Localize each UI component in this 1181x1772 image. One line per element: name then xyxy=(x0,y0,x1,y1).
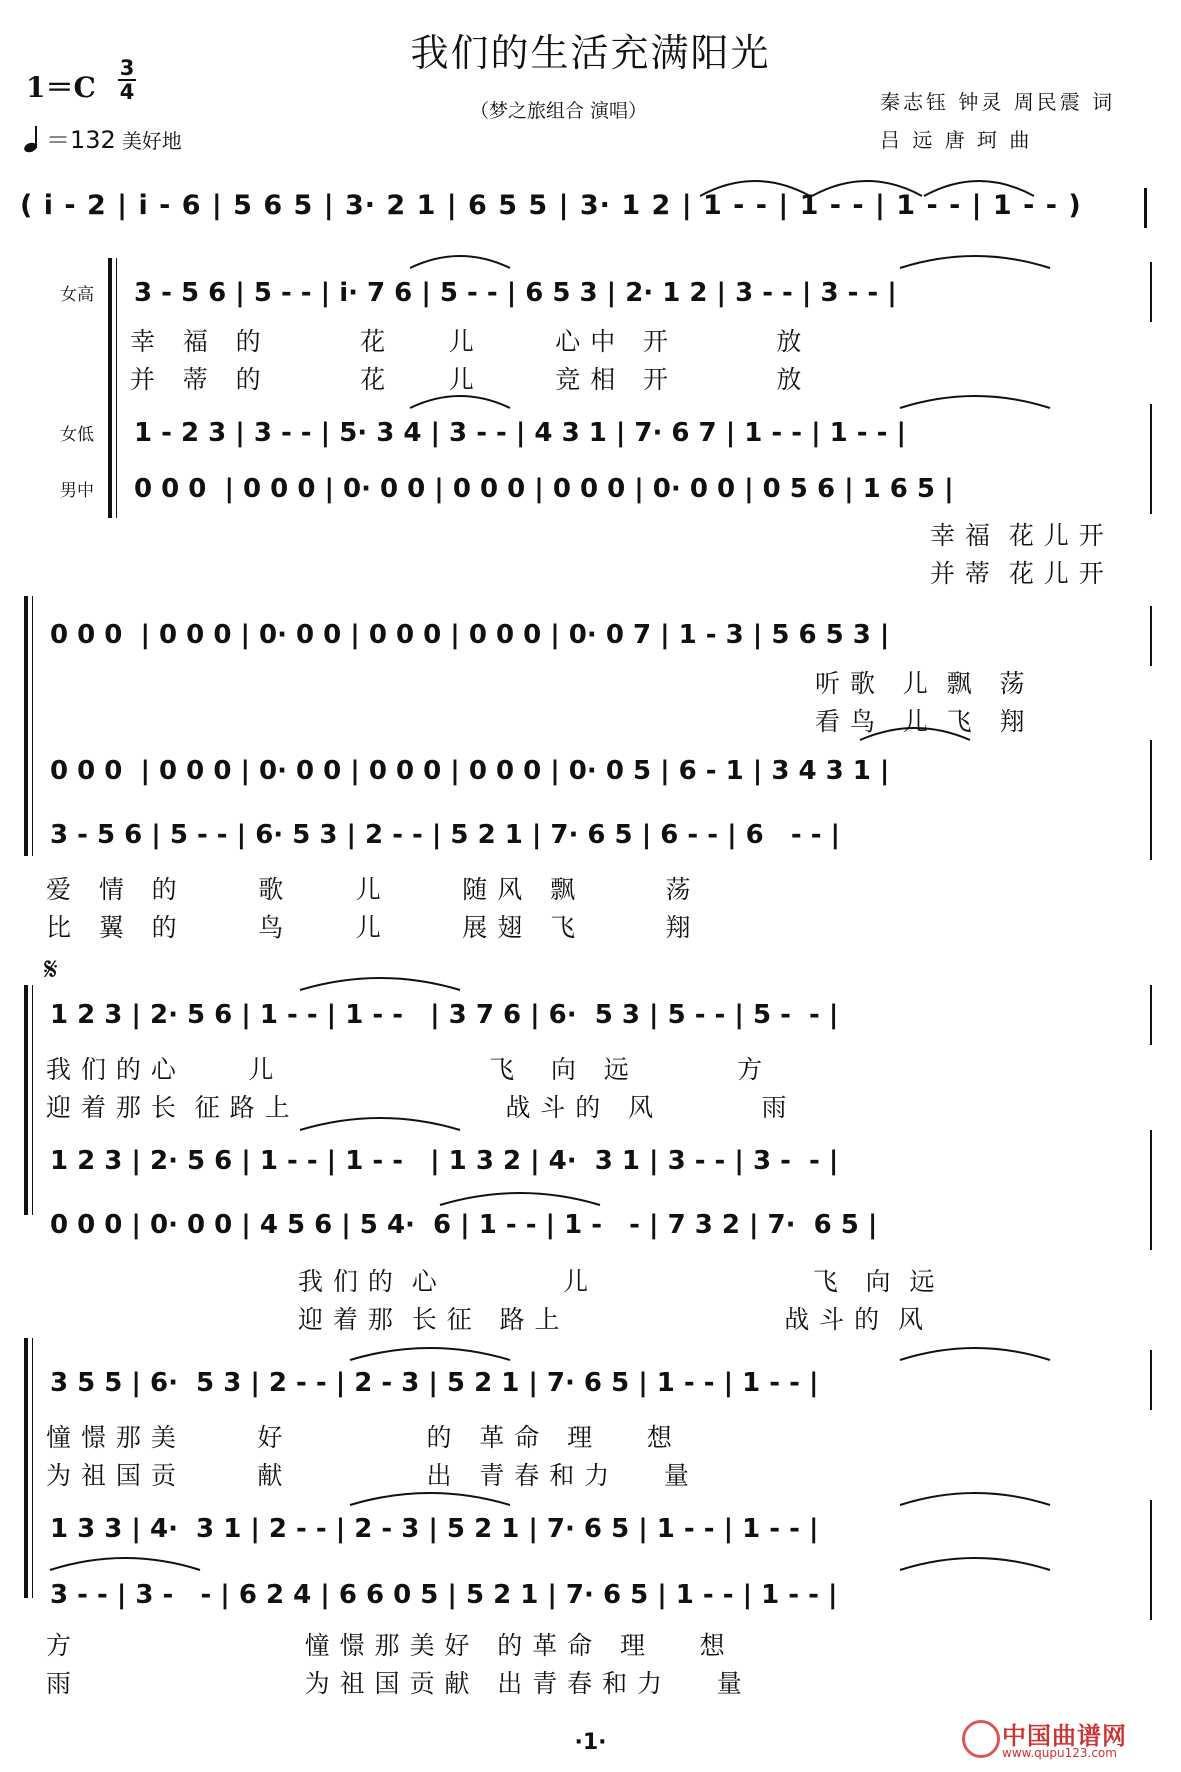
lyric-line: 比 翼 的 鸟 儿 展 翅 飞 翔 xyxy=(46,913,692,942)
lyric-line: 迎 着 那 长 征 路 上 战 斗 的 风 xyxy=(298,1305,924,1334)
tempo-expression: 美好地 xyxy=(121,129,182,153)
system-line xyxy=(32,596,33,856)
system-bracket xyxy=(108,258,112,518)
alto-notes: 1 - 2 3 | 3 - - | 5· 3 4 | 3 - - | 4 3 1 | 7· 6 7 | 1 - - | 1 - - | xyxy=(134,418,906,448)
tenor-notes: 3 - 5 6 | 5 - - | 6· 5 3 | 2 - - | 5 2 1 | 7· 6 5 | 6 - - | 6 - - | xyxy=(50,820,841,850)
alto-notes: 0 0 0 | 0 0 0 | 0· 0 0 | 0 0 0 | 0 0 0 | 0· 0 5 | 6 - 1 | 3 4 3 1 | xyxy=(50,756,890,786)
lyric-line: 雨 为 祖 国 贡 献 出 青 春 和 力 量 xyxy=(46,1669,743,1698)
lyric-line: 幸 福 花 儿 开 xyxy=(930,521,1105,550)
system-bracket xyxy=(24,985,28,1215)
time-signature-bottom: 4 xyxy=(119,80,135,104)
system-bracket xyxy=(24,1338,28,1598)
lyric-line: 我 们 的 心 儿 飞 向 远 方 xyxy=(46,1055,764,1084)
lyric-line: 方 憧 憬 那 美 好 的 革 命 理 想 xyxy=(46,1631,726,1660)
time-signature xyxy=(118,58,136,102)
tenor-notes: 0 0 0 | 0· 0 0 | 4 5 6 | 5 4· 6 | 1 - - | 1 - - | 7 3 2 | 7· 6 5 | xyxy=(50,1210,878,1240)
bar-line xyxy=(1150,740,1152,860)
lyric-line: 憧 憬 那 美 好 的 革 命 理 想 xyxy=(46,1423,673,1452)
key-signature: 1＝C xyxy=(26,71,96,104)
system-line xyxy=(32,1338,33,1598)
part-label-soprano: 女高 xyxy=(60,285,94,305)
composer-credit: 吕 远 唐 珂 曲 xyxy=(880,128,1033,152)
system-bracket xyxy=(24,596,28,856)
lyric-line: 爱 情 的 歌 儿 随 风 飘 荡 xyxy=(46,875,692,904)
lyric-line: 我 们 的 心 儿 飞 向 远 xyxy=(298,1267,936,1296)
lyric-line: 并 蒂 的 花 儿 竞 相 开 放 xyxy=(130,365,803,394)
bar-line xyxy=(1150,1350,1152,1410)
part-label-tenor: 男中 xyxy=(60,481,94,501)
song-title: 我们的生活充满阳光 xyxy=(410,31,771,75)
lyric-line: 看 鸟 儿 飞 翔 xyxy=(815,707,1026,736)
soprano-notes: 3 5 5 | 6· 5 3 | 2 - - | 2 - 3 | 5 2 1 | 7· 6 5 | 1 - - | 1 - - | xyxy=(50,1368,819,1398)
bar-line xyxy=(1150,1500,1152,1620)
segno-sign: 𝄋 xyxy=(44,950,58,988)
quarter-note-icon xyxy=(24,126,40,152)
watermark-text: 中国曲谱网 xyxy=(1002,1722,1127,1750)
watermark-url: www.qupu123.com xyxy=(1002,1746,1117,1760)
bar-line xyxy=(1150,606,1152,666)
tenor-notes: 0 0 0 | 0 0 0 | 0· 0 0 | 0 0 0 | 0 0 0 | 0· 0 0 | 0 5 6 | 1 6 5 | xyxy=(134,474,954,504)
lyric-line: 为 祖 国 贡 献 出 青 春 和 力 量 xyxy=(46,1461,690,1490)
soprano-notes: 1 2 3 | 2· 5 6 | 1 - - | 1 - - | 3 7 6 | 6· 5 3 | 5 - - | 5 - - | xyxy=(50,1000,839,1030)
tempo-value: ＝132 xyxy=(46,126,116,154)
system-line xyxy=(32,985,33,1215)
lyricist-credit: 秦志钰 钟灵 周民震 词 xyxy=(880,90,1116,114)
page-number: ·1· xyxy=(574,1730,607,1755)
lyric-line: 迎 着 那 长 征 路 上 战 斗 的 风 雨 xyxy=(46,1093,788,1122)
bar-line xyxy=(1150,985,1152,1045)
alto-notes: 1 3 3 | 4· 3 1 | 2 - - | 2 - 3 | 5 2 1 | 7· 6 5 | 1 - - | 1 - - | xyxy=(50,1514,819,1544)
bar-line xyxy=(1150,1130,1152,1250)
lyric-line: 幸 福 的 花 儿 心 中 开 放 xyxy=(130,327,803,356)
soprano-notes: 0 0 0 | 0 0 0 | 0· 0 0 | 0 0 0 | 0 0 0 | 0· 0 7 | 1 - 3 | 5 6 5 3 | xyxy=(50,620,890,650)
lyric-line: 听 歌 儿 飘 荡 xyxy=(815,669,1026,698)
intro-line: ( i - 2 | i - 6 | 5 6 5 | 3· 2 1 | 6 5 5 | 3· 1 2 | 1 - - | 1 - - | 1 - - | 1 - - ) xyxy=(20,190,1082,221)
system-line xyxy=(116,258,117,518)
part-label-alto: 女低 xyxy=(60,425,94,445)
tempo-marking xyxy=(24,120,182,155)
watermark-logo-icon xyxy=(962,1720,1000,1758)
soprano-notes: 3 - 5 6 | 5 - - | i· 7 6 | 5 - - | 6 5 3 | 2· 1 2 | 3 - - | 3 - - | xyxy=(134,278,897,308)
lyric-line: 并 蒂 花 儿 开 xyxy=(930,559,1105,588)
time-signature-top: 3 xyxy=(119,56,135,80)
tenor-notes: 3 - - | 3 - - | 6 2 4 | 6 6 0 5 | 5 2 1 | 7· 6 5 | 1 - - | 1 - - | xyxy=(50,1580,838,1610)
alto-notes: 1 2 3 | 2· 5 6 | 1 - - | 1 - - | 1 3 2 | 4· 3 1 | 3 - - | 3 - - | xyxy=(50,1146,839,1176)
bar-line xyxy=(1150,404,1152,514)
bar-line xyxy=(1150,262,1152,322)
performer-subtitle: （梦之旅组合 演唱） xyxy=(470,100,648,122)
